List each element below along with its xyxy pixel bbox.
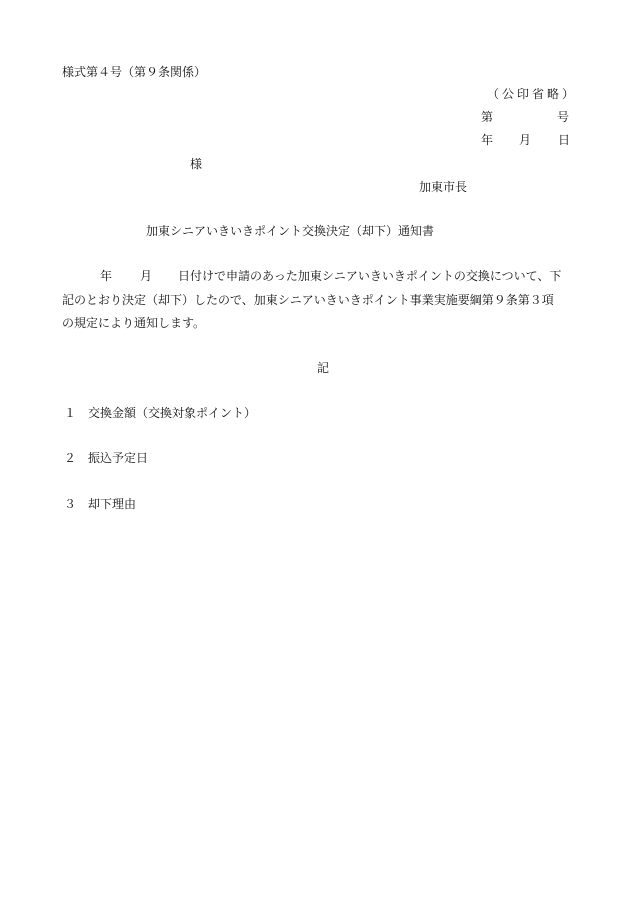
recipient-honorific: 様 <box>190 157 203 171</box>
body-line-text: 日付けで申請のあった加東シニアいきいきポイントの交換について、下 <box>178 269 562 283</box>
seal-omitted-note: （公印省略） <box>487 87 578 101</box>
list-item-label: 却下理由 <box>88 497 137 511</box>
body-paragraph-line: の規定により通知します。 <box>62 316 206 330</box>
body-date-year: 年 <box>100 269 113 283</box>
issue-date-day: 日 <box>558 133 571 147</box>
body-paragraph-line: 記のとおり決定（却下）したので、加東シニアいきいきポイント事業実施要綱第９条第３項 <box>62 293 554 307</box>
list-item <box>64 450 148 466</box>
list-item-number: ３ <box>64 497 77 511</box>
list-item-label: 交換金額（交換対象ポイント） <box>88 406 257 420</box>
list-item-number: ２ <box>64 451 77 465</box>
body-date-month: 月 <box>140 269 153 283</box>
list-item-number: １ <box>64 406 77 420</box>
list-item-label: 振込予定日 <box>88 451 149 465</box>
issue-date-year: 年 <box>481 133 494 147</box>
issuer-name: 加東市長 <box>419 180 468 194</box>
ki-heading: 記 <box>317 361 330 375</box>
form-label: 様式第４号（第９条関係） <box>62 65 207 79</box>
list-item <box>64 405 256 421</box>
document-number-prefix: 第 <box>481 110 494 124</box>
document-title: 加東シニアいきいきポイント交換決定（却下）通知書 <box>146 224 435 238</box>
issue-date-month: 月 <box>519 133 532 147</box>
document-number-suffix: 号 <box>556 110 569 124</box>
list-item <box>64 496 136 512</box>
